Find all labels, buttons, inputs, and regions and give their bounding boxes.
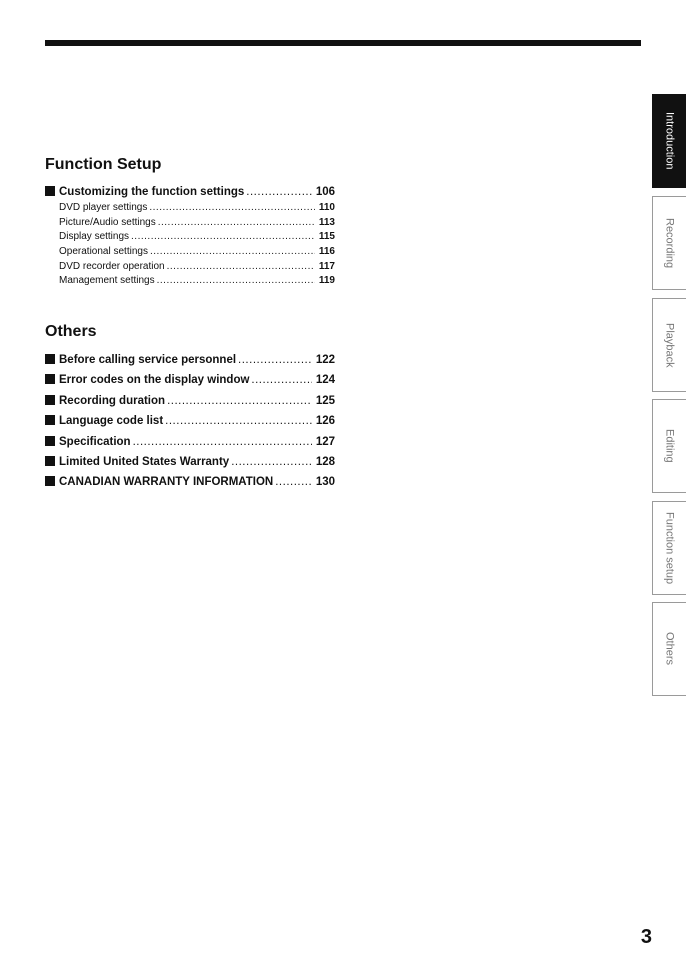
toc-entry-label: DVD recorder operation xyxy=(59,260,165,272)
toc-entry-canadian-warranty[interactable] xyxy=(45,472,335,492)
toc-entry-page: 127 xyxy=(315,435,335,448)
dot-leader xyxy=(158,216,315,231)
tab-editing[interactable] xyxy=(652,399,686,493)
dot-leader xyxy=(238,350,312,370)
dot-leader xyxy=(149,201,314,216)
toc-entry-page: 124 xyxy=(315,374,335,387)
toc-entry-label: Recording duration xyxy=(59,394,166,407)
dot-leader xyxy=(157,274,315,289)
toc-entry-label: Operational settings xyxy=(59,246,148,258)
page-number: 3 xyxy=(640,926,652,948)
toc-entry-page: 110 xyxy=(318,202,335,213)
toc-entry-page: 125 xyxy=(315,394,335,407)
tab-label: Others xyxy=(663,632,676,666)
toc-entry-page: 119 xyxy=(318,275,335,287)
tab-introduction[interactable] xyxy=(652,94,686,188)
toc-entry-page: 126 xyxy=(315,415,335,428)
toc-entry-recording-duration[interactable] xyxy=(45,391,335,411)
dot-leader xyxy=(251,370,311,390)
others-section xyxy=(45,322,335,493)
toc-entry-page: 128 xyxy=(315,455,335,468)
square-bullet-icon xyxy=(45,354,55,364)
section-title-function-setup: Function Setup xyxy=(45,156,162,173)
toc-subentry-display[interactable] xyxy=(45,230,335,245)
tab-label: Editing xyxy=(663,429,676,463)
toc-entry-page: 130 xyxy=(315,476,335,489)
toc-entry-label: Before calling service personnel xyxy=(59,354,237,366)
square-bullet-icon xyxy=(45,186,55,196)
toc-entry-us-warranty[interactable] xyxy=(45,452,335,472)
toc-entry-label: Language code list xyxy=(59,415,164,428)
toc-entry-label: Customizing the function settings xyxy=(59,186,245,198)
tab-playback[interactable] xyxy=(652,298,686,392)
tab-label: Function setup xyxy=(663,511,676,585)
toc-entry-service[interactable] xyxy=(45,350,335,370)
toc-entry-language-code[interactable] xyxy=(45,411,335,431)
dot-leader xyxy=(246,183,312,201)
dot-leader xyxy=(231,452,312,472)
toc-entry-page: 116 xyxy=(318,246,335,258)
dot-leader xyxy=(167,260,315,275)
toc-entry-page: 122 xyxy=(315,354,335,366)
dot-leader xyxy=(165,411,312,431)
square-bullet-icon xyxy=(45,415,55,425)
tab-others[interactable] xyxy=(652,602,686,696)
toc-subentry-picture-audio[interactable] xyxy=(45,216,335,231)
function-setup-section xyxy=(45,155,335,289)
tab-label: Playback xyxy=(663,322,676,368)
dot-leader xyxy=(275,472,312,492)
toc-entry-label: Specification xyxy=(59,435,131,448)
toc-entry-customizing[interactable] xyxy=(45,183,335,201)
section-title-others: Others xyxy=(45,323,97,340)
toc-entry-label: Display settings xyxy=(59,231,130,243)
toc-entry-error-codes[interactable] xyxy=(45,370,335,390)
toc-entry-label: Error codes on the display window xyxy=(59,374,250,387)
toc-entry-label: Management settings xyxy=(59,275,155,287)
dot-leader xyxy=(167,391,312,411)
square-bullet-icon xyxy=(45,476,55,486)
toc-entry-label: DVD player settings xyxy=(59,202,148,213)
tab-function-setup[interactable] xyxy=(652,501,686,595)
toc-entry-page: 113 xyxy=(318,216,335,228)
square-bullet-icon xyxy=(45,395,55,405)
tab-recording[interactable] xyxy=(652,196,686,290)
toc-subentry-dvd-player[interactable] xyxy=(45,201,335,216)
toc-subentry-dvd-recorder[interactable] xyxy=(45,260,335,275)
toc-subentry-operational[interactable] xyxy=(45,245,335,260)
dot-leader xyxy=(131,230,315,245)
toc-entry-label: CANADIAN WARRANTY INFORMATION xyxy=(59,476,274,489)
dot-leader xyxy=(150,245,315,260)
square-bullet-icon xyxy=(45,436,55,446)
toc-subentry-management[interactable] xyxy=(45,274,335,289)
toc-entry-label: Limited United States Warranty xyxy=(59,455,230,468)
dot-leader xyxy=(133,432,312,452)
tab-label: Recording xyxy=(663,217,676,269)
square-bullet-icon xyxy=(45,374,55,384)
toc-entry-specification[interactable] xyxy=(45,432,335,452)
toc-entry-page: 115 xyxy=(318,231,335,243)
toc-entry-label: Picture/Audio settings xyxy=(59,216,156,228)
toc-entry-page: 117 xyxy=(318,260,335,272)
header-rule xyxy=(45,40,641,46)
square-bullet-icon xyxy=(45,456,55,466)
toc-entry-page: 106 xyxy=(315,186,335,198)
tab-label: Introduction xyxy=(663,112,676,170)
